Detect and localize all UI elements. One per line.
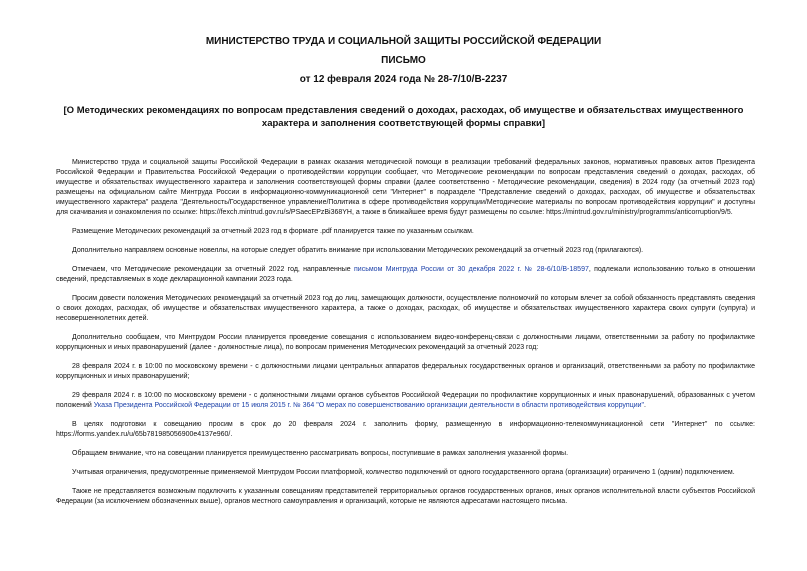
- paragraph-intro: Министерство труда и социальной защиты Российской Федерации в рамках оказания методической помощи в реализации требований федеральных законов, нормативных правовых актов Президента Российской Федерации и Правительства Российской Федерации о противодействии коррупции сообщает, что Методические рекомендации по вопросам представления сведений о доходах, расходах, об имуществе и обязательствах имущественного характера и заполнения соответствующей формы справки (далее соответственно - Методические рекомендации, сведения) в 2024 году (за отчетный 2023 год) размещены на официальном сайте Минтруда России в информационно-коммуникационной сети "Интернет" в подразделе "Представление сведений о доходах, расходах, об имуществе и обязательствах имущественного характера" раздела "Деятельность/Государственное управление/Политика в сфере противодействия коррупции/Методические материалы по вопросам противодействия коррупции" и доступны для скачивания и ознакомления по ссылке: https://fexch.mintrud.gov.ru/s/PSaecEPzBi368YH, а также в ближайшее время будут размещены по ссылке: https://mintrud.gov.ru/ministry/programms/anticorruption/9/5.: [56, 159, 755, 216]
- document-date-number: от 12 февраля 2024 года № 28-7/10/В-2237: [299, 74, 508, 85]
- paragraph-meeting-feb-28: 28 февраля 2024 г. в 10:00 по московскому времени - с должностными лицами центральных аппаратов федеральных государственных органов и организаций, ответственными за работу по профилактике коррупционных и иных правонарушений;: [56, 363, 755, 380]
- paragraph-text: , подлежали использованию только в отношении сведений, представляемых в ходе декларационной кампании 2023 года.: [56, 266, 755, 283]
- letter-2022-link[interactable]: письмом Минтруда России от 30 декабря 2022 г. № 28-6/10/В-18597: [354, 266, 589, 273]
- paragraph-meeting-feb-29: [56, 391, 755, 411]
- paragraph-questions: Обращаем внимание, что на совещании планируется преимущественно рассматривать вопросы, поступившие в рамках заполнения указанной формы.: [72, 450, 569, 457]
- paragraph-pdf: Размещение Методических рекомендаций за отчетный 2023 год в формате .pdf планируется также по указанным ссылкам.: [72, 228, 474, 235]
- paragraph-request: Просим довести положения Методических рекомендаций за отчетный 2023 год до лиц, замещающих должности, осуществление полномочий по которым влечет за собой обязанность представлять сведения о своих доходах, расходах, об имуществе и обязательствах имущественного характера, а также о доходах, расходах, об имуществе и обязательствах имущественного характера своих супруги (супруга) и несовершеннолетних детей.: [56, 295, 755, 322]
- paragraph-previous-recommendations: [56, 265, 755, 285]
- paragraph-meeting: Дополнительно сообщаем, что Минтрудом России планируется проведение совещания с использованием видео-конференц-связи с должностными лицами, ответственными за работу по профилактике коррупционных и иных правонарушений (далее - должностные лица), по вопросам применения Методических рекомендаций за отчетный 2023 год:: [56, 334, 755, 351]
- document-subject: [О Методических рекомендациях по вопросам представления сведений о доходах, расходах, об имуществе и обязательствах имущественного характера и заполнения соответствующей формы справки]: [63, 105, 744, 129]
- decree-364-link[interactable]: Указа Президента Российской Федерации от 15 июля 2015 г. № 364 "О мерах по совершенствованию организации деятельности в области противодействия коррупции": [93, 402, 645, 409]
- ministry-title: МИНИСТЕРСТВО ТРУДА И СОЦИАЛЬНОЙ ЗАЩИТЫ РОССИЙСКОЙ ФЕДЕРАЦИИ: [205, 36, 602, 47]
- paragraph-limits: Учитывая ограничения, предусмотренные применяемой Минтрудом России платформой, количество подключений от одного государственного органа (организации) ограничено 1 (одним) подключением.: [72, 469, 735, 476]
- paragraph-novelties: Дополнительно направляем основные новеллы, на которые следует обратить внимание при использовании Методических рекомендаций за отчетный 2023 год (прилагаются).: [72, 247, 644, 254]
- document-type: ПИСЬМО: [381, 55, 426, 66]
- document-body: [56, 158, 755, 516]
- paragraph-text: 29 февраля 2024 г. в 10:00 по московскому времени - с должностными лицами органов субъектов Российской Федерации по профилактике коррупционных и иных правонарушений, образованных с учетом положений: [56, 392, 755, 409]
- paragraph-form: В целях подготовки к совещанию просим в срок до 20 февраля 2024 г. заполнить форму, размещенную в информационно-телекоммуникационной сети "Интернет" по ссылке: https://forms.yandex.ru/u/65b781985056900e4137e960/.: [56, 421, 755, 438]
- paragraph-text: .: [644, 402, 646, 409]
- paragraph-exclusions: Также не представляется возможным подключить к указанным совещаниям представителей территориальных органов государственных органов, иных органов исполнительной власти субъектов Российской Федерации (за исключением обозначенных выше), органов местного самоуправления и организаций, которые не являются адресатами настоящего письма.: [56, 488, 755, 505]
- paragraph-text: Отмечаем, что Методические рекомендации за отчетный 2022 год, направленные: [72, 266, 355, 273]
